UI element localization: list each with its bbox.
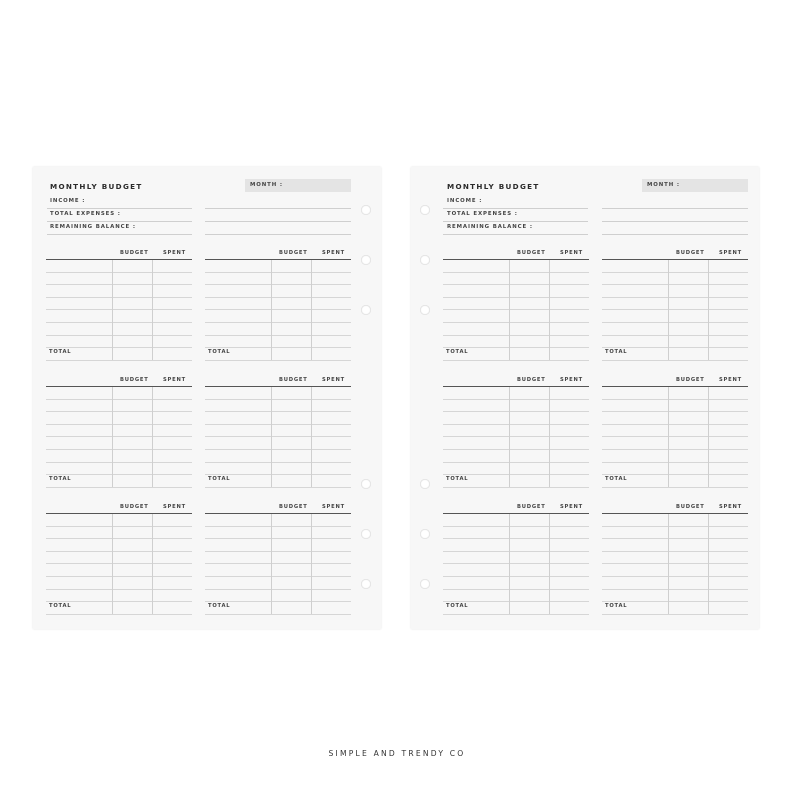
- month-field[interactable]: [245, 179, 351, 192]
- spent-column-header: SPENT: [719, 250, 742, 256]
- table-row-line: [46, 589, 192, 590]
- table-row-line: [46, 284, 192, 285]
- budget-table: [205, 250, 351, 360]
- spent-column-header: SPENT: [163, 377, 186, 383]
- budget-column-header: BUDGET: [676, 504, 705, 510]
- table-row-line: [443, 449, 589, 450]
- spent-column-divider: [549, 387, 550, 487]
- budget-table: [46, 250, 192, 360]
- table-row-line: [46, 449, 192, 450]
- summary-label: REMAINING BALANCE :: [447, 224, 533, 230]
- table-row-line: [602, 614, 748, 615]
- budget-column-divider: [509, 514, 510, 614]
- table-row-line: [443, 272, 589, 273]
- table-row-line: [602, 297, 748, 298]
- summary-label: INCOME :: [50, 198, 86, 204]
- budget-column-divider: [271, 260, 272, 360]
- table-row-line: [46, 411, 192, 412]
- summary-label: TOTAL EXPENSES :: [50, 211, 121, 217]
- spent-column-header: SPENT: [560, 250, 583, 256]
- table-row-line: [205, 272, 351, 273]
- table-row-line: [46, 297, 192, 298]
- table-row-line: [205, 411, 351, 412]
- table-row-line: [443, 462, 589, 463]
- month-label: MONTH :: [647, 182, 680, 188]
- table-row-line: [602, 360, 748, 361]
- month-field[interactable]: [642, 179, 748, 192]
- table-row-line: [46, 538, 192, 539]
- binder-hole: [361, 205, 371, 215]
- table-row-line: [205, 589, 351, 590]
- budget-table: [443, 504, 589, 614]
- budget-column-header: BUDGET: [279, 504, 308, 510]
- budget-table: [46, 377, 192, 487]
- budget-column-divider: [668, 387, 669, 487]
- binder-hole: [361, 255, 371, 265]
- table-row-line: [46, 309, 192, 310]
- spent-column-divider: [708, 387, 709, 487]
- binder-hole: [361, 529, 371, 539]
- budget-column-header: BUDGET: [517, 377, 546, 383]
- table-row-line: [46, 563, 192, 564]
- budget-table: [443, 250, 589, 360]
- summary-write-line[interactable]: [47, 234, 192, 235]
- binder-hole: [420, 205, 430, 215]
- table-row-line: [443, 487, 589, 488]
- table-row-line: [205, 487, 351, 488]
- table-row-line: [443, 538, 589, 539]
- table-row-line: [602, 589, 748, 590]
- brand-name: SIMPLE AND TRENDY CO: [328, 749, 466, 758]
- table-row-line: [205, 284, 351, 285]
- table-row-line: [443, 551, 589, 552]
- month-label: MONTH :: [250, 182, 283, 188]
- budget-column-divider: [509, 387, 510, 487]
- budget-column-divider: [668, 514, 669, 614]
- spent-column-divider: [708, 260, 709, 360]
- table-row-line: [205, 449, 351, 450]
- table-header-rule: [443, 386, 589, 387]
- table-row-line: [46, 436, 192, 437]
- total-label: TOTAL: [208, 349, 231, 355]
- spent-column-divider: [152, 514, 153, 614]
- table-row-line: [443, 322, 589, 323]
- spent-column-divider: [549, 514, 550, 614]
- binder-hole: [420, 479, 430, 489]
- table-header-rule: [205, 513, 351, 514]
- table-row-line: [602, 424, 748, 425]
- table-row-line: [602, 449, 748, 450]
- total-label: TOTAL: [605, 476, 628, 482]
- table-row-line: [46, 360, 192, 361]
- budget-table: [205, 377, 351, 487]
- notes-write-line[interactable]: [602, 221, 748, 222]
- spent-column-header: SPENT: [719, 377, 742, 383]
- table-row-line: [46, 487, 192, 488]
- table-row-line: [602, 436, 748, 437]
- table-row-line: [205, 309, 351, 310]
- notes-write-line[interactable]: [602, 208, 748, 209]
- spent-column-header: SPENT: [560, 377, 583, 383]
- total-label: TOTAL: [49, 603, 72, 609]
- table-row-line: [46, 335, 192, 336]
- total-label: TOTAL: [208, 603, 231, 609]
- table-row-line: [443, 297, 589, 298]
- budget-column-header: BUDGET: [279, 377, 308, 383]
- table-header-rule: [205, 386, 351, 387]
- table-row-line: [602, 411, 748, 412]
- budget-column-divider: [271, 387, 272, 487]
- spent-column-divider: [549, 260, 550, 360]
- binder-hole: [420, 255, 430, 265]
- spent-column-divider: [708, 514, 709, 614]
- table-row-line: [443, 576, 589, 577]
- table-row-line: [443, 360, 589, 361]
- table-row-line: [443, 411, 589, 412]
- budget-column-header: BUDGET: [676, 250, 705, 256]
- notes-write-line[interactable]: [602, 234, 748, 235]
- table-row-line: [46, 526, 192, 527]
- table-row-line: [443, 399, 589, 400]
- budget-column-divider: [668, 260, 669, 360]
- total-label: TOTAL: [49, 476, 72, 482]
- table-row-line: [205, 297, 351, 298]
- table-row-line: [602, 335, 748, 336]
- budget-column-header: BUDGET: [120, 504, 149, 510]
- table-header-rule: [443, 513, 589, 514]
- table-row-line: [46, 272, 192, 273]
- table-header-rule: [46, 259, 192, 260]
- budget-table: [602, 377, 748, 487]
- total-label: TOTAL: [446, 476, 469, 482]
- table-row-line: [443, 284, 589, 285]
- budget-column-header: BUDGET: [120, 377, 149, 383]
- table-row-line: [205, 399, 351, 400]
- table-row-line: [443, 563, 589, 564]
- budget-column-header: BUDGET: [120, 250, 149, 256]
- spent-column-header: SPENT: [322, 250, 345, 256]
- budget-table: [602, 504, 748, 614]
- total-label: TOTAL: [446, 349, 469, 355]
- table-row-line: [205, 322, 351, 323]
- table-row-line: [602, 322, 748, 323]
- spent-column-divider: [152, 387, 153, 487]
- table-header-rule: [205, 259, 351, 260]
- total-label: TOTAL: [208, 476, 231, 482]
- table-row-line: [602, 526, 748, 527]
- table-row-line: [46, 322, 192, 323]
- spent-column-header: SPENT: [163, 504, 186, 510]
- total-label: TOTAL: [446, 603, 469, 609]
- table-row-line: [443, 309, 589, 310]
- notes-write-line[interactable]: [205, 221, 351, 222]
- table-row-line: [602, 487, 748, 488]
- planner-page-left: [33, 167, 381, 629]
- table-row-line: [602, 309, 748, 310]
- summary-label: REMAINING BALANCE :: [50, 224, 136, 230]
- table-header-rule: [443, 259, 589, 260]
- notes-write-line[interactable]: [205, 208, 351, 209]
- budget-column-divider: [271, 514, 272, 614]
- table-row-line: [443, 589, 589, 590]
- spent-column-header: SPENT: [322, 377, 345, 383]
- table-row-line: [205, 538, 351, 539]
- table-row-line: [602, 551, 748, 552]
- table-row-line: [205, 614, 351, 615]
- table-header-rule: [46, 513, 192, 514]
- planner-page-right: [411, 167, 759, 629]
- table-row-line: [602, 462, 748, 463]
- table-row-line: [602, 284, 748, 285]
- summary-write-line[interactable]: [443, 234, 588, 235]
- budget-column-header: BUDGET: [517, 504, 546, 510]
- table-row-line: [46, 399, 192, 400]
- table-row-line: [46, 424, 192, 425]
- summary-write-line[interactable]: [47, 208, 192, 209]
- binder-hole: [420, 529, 430, 539]
- summary-label: TOTAL EXPENSES :: [447, 211, 518, 217]
- table-row-line: [602, 538, 748, 539]
- summary-label: INCOME :: [447, 198, 483, 204]
- binder-hole: [420, 579, 430, 589]
- table-row-line: [205, 335, 351, 336]
- budget-column-divider: [112, 514, 113, 614]
- table-row-line: [205, 526, 351, 527]
- table-header-rule: [46, 386, 192, 387]
- table-row-line: [205, 563, 351, 564]
- spent-column-divider: [311, 514, 312, 614]
- table-row-line: [443, 526, 589, 527]
- binder-hole: [420, 305, 430, 315]
- spent-column-header: SPENT: [322, 504, 345, 510]
- table-row-line: [205, 360, 351, 361]
- summary-write-line[interactable]: [47, 221, 192, 222]
- table-row-line: [602, 576, 748, 577]
- spent-column-header: SPENT: [560, 504, 583, 510]
- table-row-line: [205, 576, 351, 577]
- table-header-rule: [602, 259, 748, 260]
- summary-write-line[interactable]: [443, 221, 588, 222]
- binder-hole: [361, 305, 371, 315]
- total-label: TOTAL: [605, 603, 628, 609]
- budget-column-header: BUDGET: [279, 250, 308, 256]
- notes-write-line[interactable]: [205, 234, 351, 235]
- budget-table: [46, 504, 192, 614]
- budget-table: [205, 504, 351, 614]
- spent-column-divider: [311, 387, 312, 487]
- spent-column-header: SPENT: [163, 250, 186, 256]
- spent-column-divider: [152, 260, 153, 360]
- table-row-line: [443, 436, 589, 437]
- table-row-line: [46, 551, 192, 552]
- budget-column-divider: [509, 260, 510, 360]
- table-row-line: [205, 462, 351, 463]
- spent-column-divider: [311, 260, 312, 360]
- total-label: TOTAL: [605, 349, 628, 355]
- table-row-line: [205, 436, 351, 437]
- binder-hole: [361, 479, 371, 489]
- table-row-line: [205, 424, 351, 425]
- table-row-line: [602, 399, 748, 400]
- table-header-rule: [602, 513, 748, 514]
- table-row-line: [443, 614, 589, 615]
- page-title: MONTHLY BUDGET: [50, 182, 143, 191]
- table-row-line: [443, 335, 589, 336]
- budget-column-header: BUDGET: [517, 250, 546, 256]
- budget-column-divider: [112, 260, 113, 360]
- table-row-line: [46, 614, 192, 615]
- table-row-line: [602, 563, 748, 564]
- table-row-line: [46, 462, 192, 463]
- table-row-line: [46, 576, 192, 577]
- table-header-rule: [602, 386, 748, 387]
- binder-hole: [361, 579, 371, 589]
- budget-column-header: BUDGET: [676, 377, 705, 383]
- budget-table: [602, 250, 748, 360]
- budget-column-divider: [112, 387, 113, 487]
- budget-table: [443, 377, 589, 487]
- page-title: MONTHLY BUDGET: [447, 182, 540, 191]
- table-row-line: [602, 272, 748, 273]
- table-row-line: [205, 551, 351, 552]
- total-label: TOTAL: [49, 349, 72, 355]
- table-row-line: [443, 424, 589, 425]
- spent-column-header: SPENT: [719, 504, 742, 510]
- summary-write-line[interactable]: [443, 208, 588, 209]
